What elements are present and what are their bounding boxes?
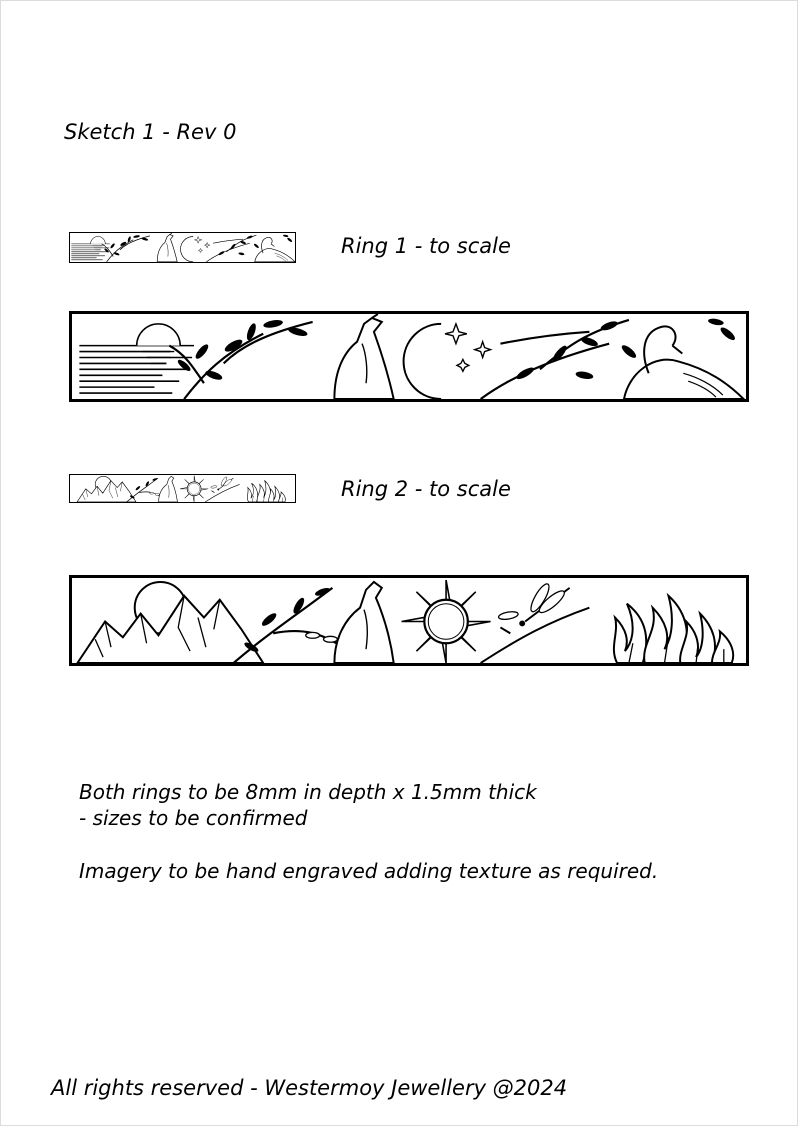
notes-engraving: Imagery to be hand engraved adding texture as required. bbox=[79, 859, 659, 883]
ring2-full-scale bbox=[69, 575, 750, 666]
ring2-label: Ring 2 - to scale bbox=[341, 477, 511, 501]
ring1-label: Ring 1 - to scale bbox=[341, 234, 511, 258]
notes-sizes: - sizes to be confirmed bbox=[79, 806, 308, 830]
ring1-full-scale bbox=[69, 311, 750, 402]
sheet-title: Sketch 1 - Rev 0 bbox=[64, 120, 237, 144]
ring2-thumbnail bbox=[69, 474, 297, 504]
notes-dimensions: Both rings to be 8mm in depth x 1.5mm thick bbox=[79, 780, 537, 804]
ring1-thumbnail bbox=[69, 232, 297, 264]
footer-copyright: All rights reserved - Westermoy Jewellery @2024 bbox=[51, 1076, 568, 1100]
